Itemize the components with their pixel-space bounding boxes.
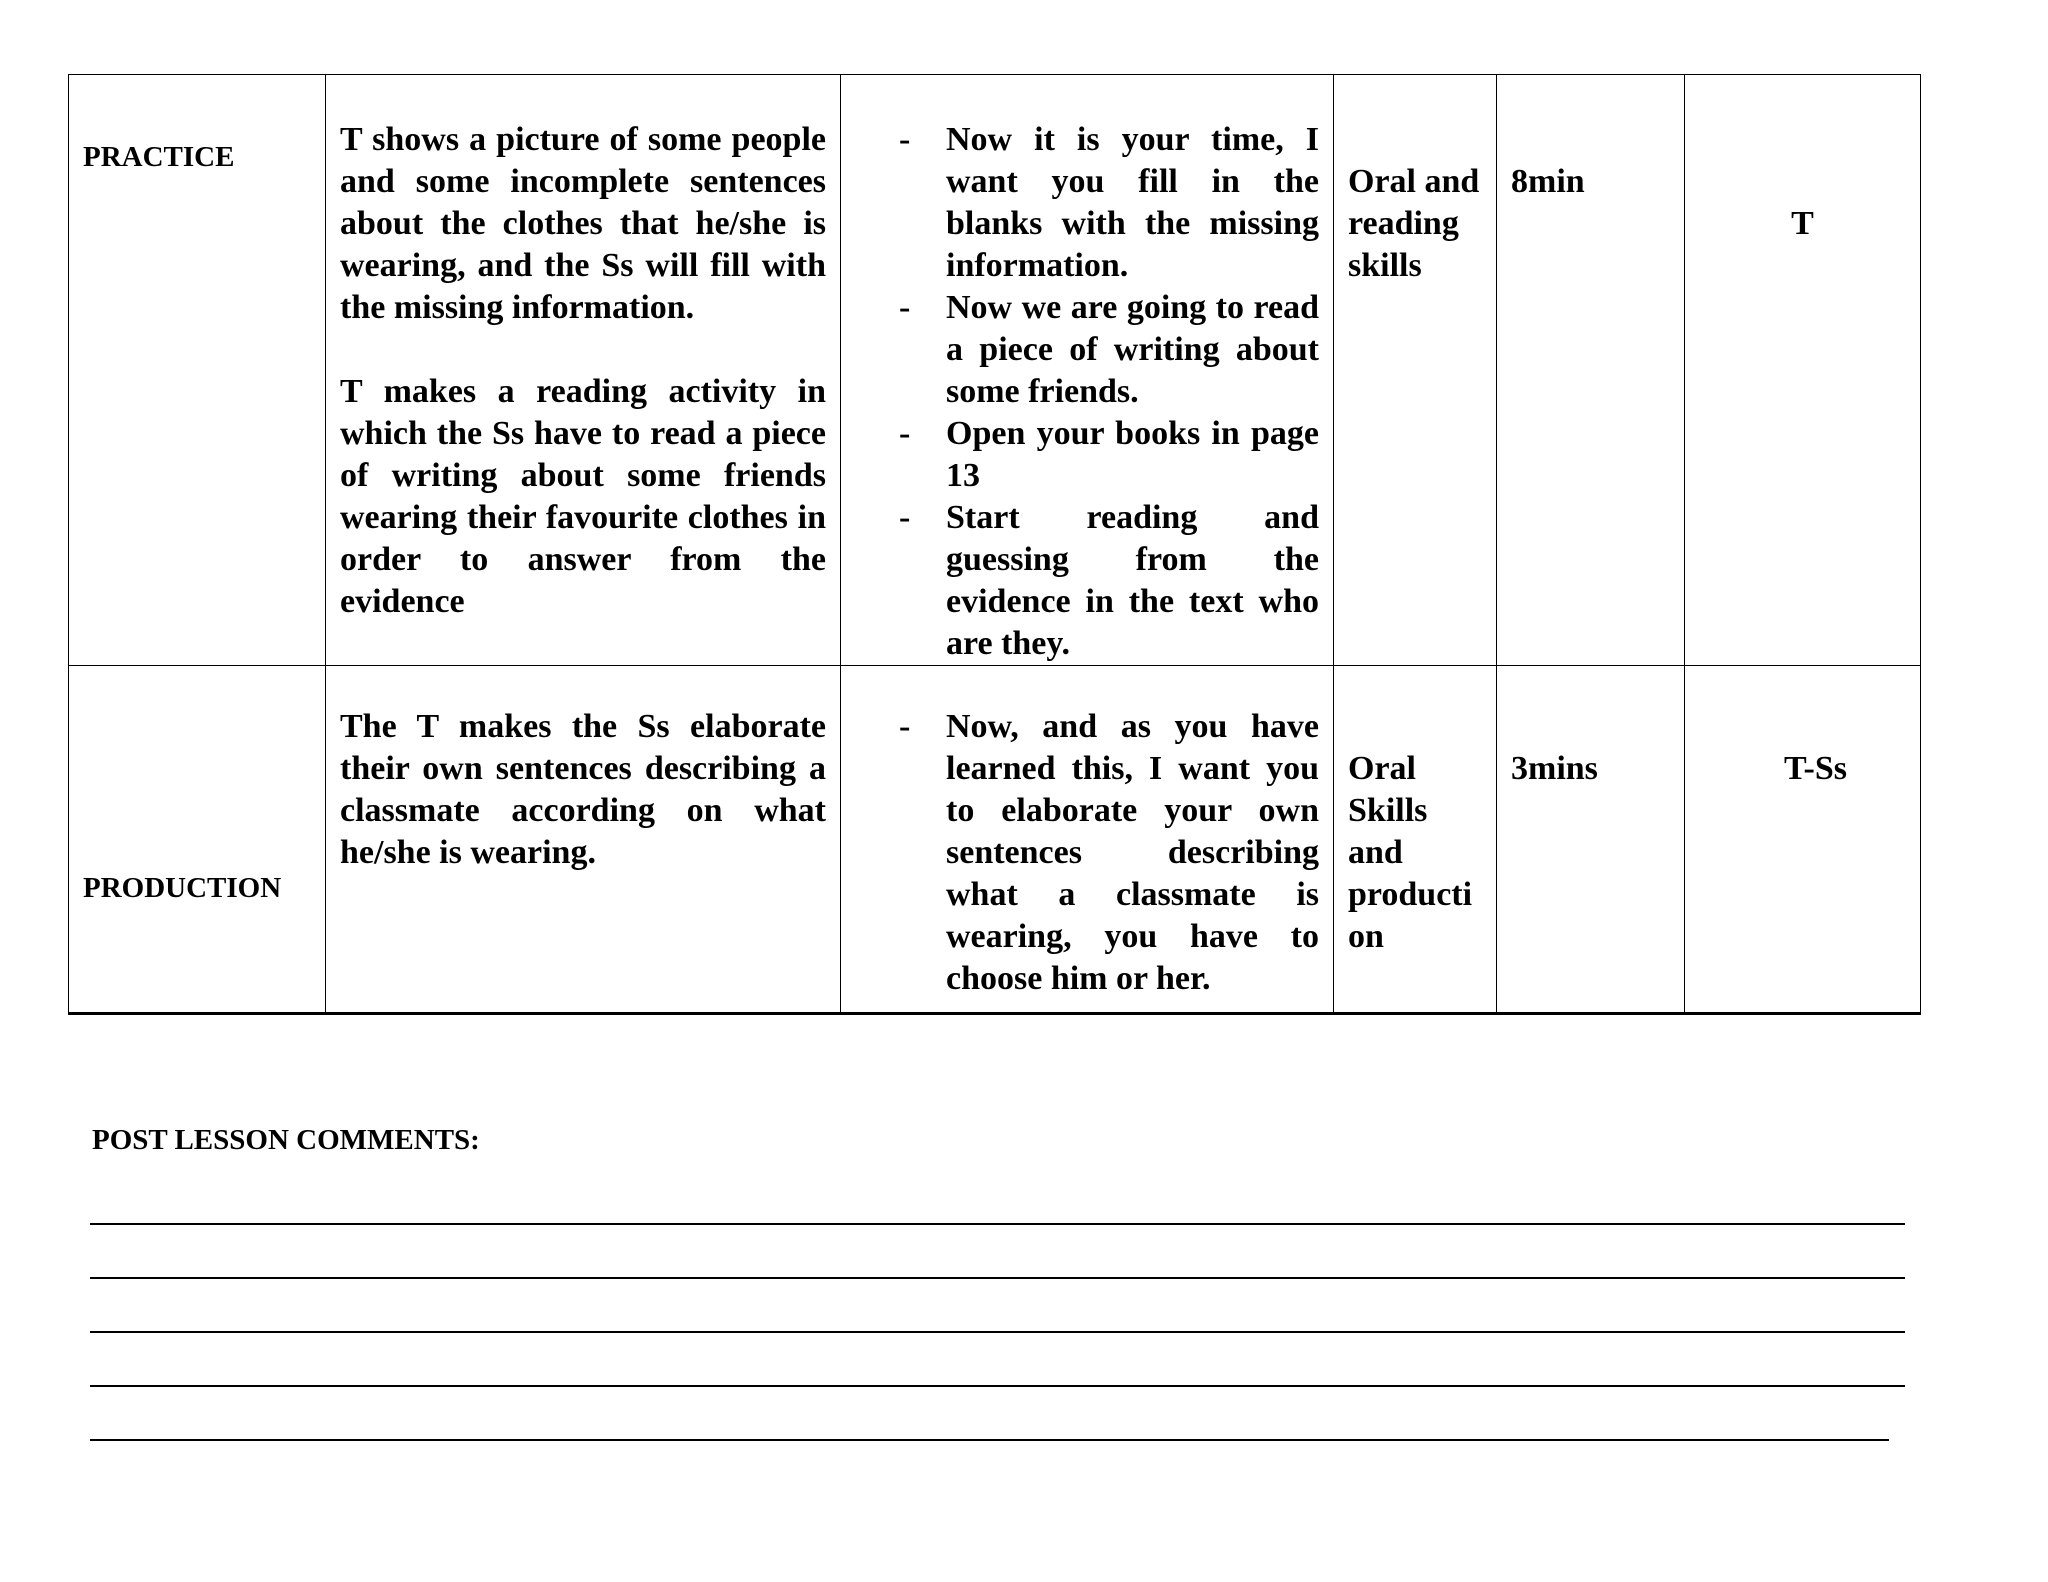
teacher-activity-paragraph: T makes a reading activity in which the Ss have to read a piece of writing about some friends wearing their favourite clothes in order to answer from the evidence: [340, 373, 826, 620]
instructions-list: [855, 706, 1319, 1000]
interaction-cell: T-Ss: [1685, 666, 1921, 1014]
bullet-dash: -: [899, 708, 911, 745]
table-row-production: [69, 666, 1921, 1014]
comment-line[interactable]: [90, 1385, 1905, 1387]
instruction-text: Start reading and guessing from the evidence in the text who are they.: [946, 499, 1319, 662]
bullet-dash: -: [899, 289, 911, 326]
skills-cell: Oral Skills and producti on: [1334, 666, 1497, 1014]
instructions-cell: [841, 666, 1334, 1014]
skills-cell: Oral and reading skills: [1334, 75, 1497, 666]
instructions-cell: [841, 75, 1334, 666]
comment-line[interactable]: [90, 1223, 1905, 1225]
stage-cell: PRACTICE: [69, 75, 326, 666]
lesson-plan-table: [68, 74, 1921, 1015]
time-cell: 3mins: [1497, 666, 1685, 1014]
teacher-activity-cell: [326, 75, 841, 666]
bullet-dash: -: [899, 415, 911, 452]
instruction-text: Now we are going to read a piece of writing about some friends.: [946, 289, 1319, 410]
teacher-activity-paragraph: The T makes the Ss elaborate their own sentences describing a classmate according on what he/she is wearing.: [340, 708, 826, 871]
instruction-text: Open your books in page 13: [946, 415, 1319, 494]
table-row-practice: [69, 75, 1921, 666]
instructions-list: [855, 119, 1319, 665]
instruction-item: [855, 287, 1319, 413]
instruction-text: Now it is your time, I want you fill in the blanks with the missing information.: [946, 121, 1319, 284]
stage-cell: PRODUCTION: [69, 666, 326, 1014]
instruction-item: [855, 706, 1319, 1000]
instruction-item: [855, 119, 1319, 287]
comment-line[interactable]: [90, 1277, 1905, 1279]
time-cell: 8min: [1497, 75, 1685, 666]
instruction-item: [855, 497, 1319, 665]
comment-line[interactable]: [90, 1331, 1905, 1333]
comment-line[interactable]: [90, 1439, 1889, 1441]
bullet-dash: -: [899, 499, 911, 536]
interaction-cell: T: [1685, 75, 1921, 666]
teacher-activity-paragraph: T shows a picture of some people and some incomplete sentences about the clothes that he/she is wearing, and the Ss will fill with the missing information.: [340, 121, 826, 326]
post-lesson-comments-title: POST LESSON COMMENTS:: [92, 1124, 480, 1156]
teacher-activity-cell: [326, 666, 841, 1014]
bullet-dash: -: [899, 121, 911, 158]
instruction-item: [855, 413, 1319, 497]
instruction-text: Now, and as you have learned this, I want you to elaborate your own sentences describing what a classmate is wearing, you have to choose him or her.: [946, 708, 1319, 997]
